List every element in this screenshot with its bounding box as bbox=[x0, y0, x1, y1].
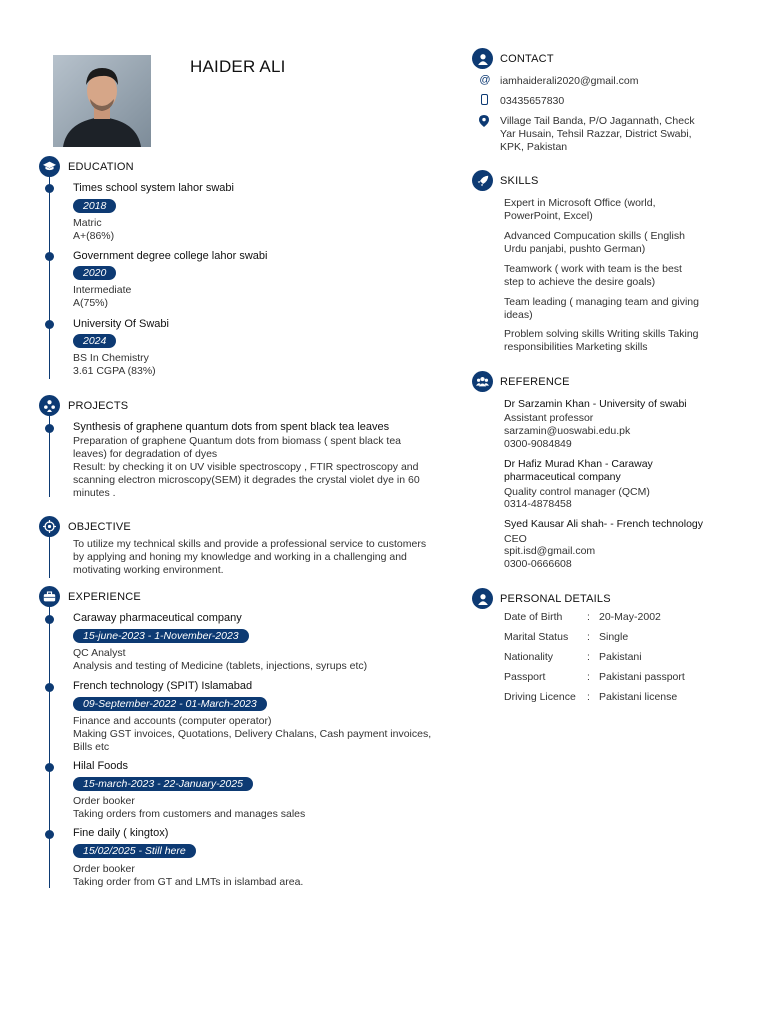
education-year-badge: 2018 bbox=[73, 199, 116, 213]
reference-title: REFERENCE bbox=[500, 376, 570, 388]
skill-item: Expert in Microsoft Office (world, bbox=[504, 197, 656, 209]
phone-icon bbox=[481, 94, 488, 105]
project-detail: minutes . bbox=[73, 487, 116, 499]
education-title: EDUCATION bbox=[68, 161, 134, 173]
timeline-dot bbox=[45, 320, 54, 329]
timeline-dot bbox=[45, 424, 54, 433]
timeline-dot bbox=[45, 615, 54, 624]
personal-value: 20-May-2002 bbox=[599, 611, 661, 623]
personal-label: Nationality bbox=[504, 651, 554, 663]
reference-section-icon bbox=[472, 371, 493, 392]
personal-colon: : bbox=[587, 691, 590, 703]
education-school: University Of Swabi bbox=[73, 318, 169, 330]
reference-phone: 0300-0666608 bbox=[504, 558, 572, 570]
reference-name: pharmaceutical company bbox=[504, 471, 621, 483]
skill-item: responsibilities Marketing skills bbox=[504, 341, 648, 353]
education-school: Government degree college lahor swabi bbox=[73, 250, 268, 262]
education-detail: A+(86%) bbox=[73, 230, 115, 242]
experience-detail: Order booker bbox=[73, 795, 135, 807]
skills-title: SKILLS bbox=[500, 175, 539, 187]
reference-email[interactable]: spit.isd@gmail.com bbox=[504, 545, 596, 557]
reference-detail: Assistant professor bbox=[504, 412, 594, 424]
objective-line: by applying and honing my knowledge and working in a challenging and bbox=[73, 551, 407, 563]
experience-period-badge: 15/02/2025 - Still here bbox=[73, 844, 196, 858]
experience-company: Hilal Foods bbox=[73, 760, 129, 772]
experience-detail: Bills etc bbox=[73, 741, 110, 753]
experience-detail: Taking order from GT and LMTs in islambad area. bbox=[73, 876, 304, 888]
objective-line: motivating working environment. bbox=[73, 564, 224, 576]
experience-detail: Making GST invoices, Quotations, Delivery Chalans, Cash payment invoices, bbox=[73, 728, 432, 740]
profile-photo bbox=[53, 55, 151, 147]
contact-phone: 03435657830 bbox=[500, 95, 565, 107]
reference-detail: Quality control manager (QCM) bbox=[504, 486, 650, 498]
education-detail: BS In Chemistry bbox=[73, 352, 149, 364]
education-detail: Matric bbox=[73, 217, 102, 229]
personal-value: Pakistani bbox=[599, 651, 642, 663]
at-sign-icon: @ bbox=[479, 74, 491, 86]
objective-section-icon bbox=[39, 516, 60, 537]
experience-detail: QC Analyst bbox=[73, 647, 126, 659]
reference-phone: 0314-4878458 bbox=[504, 498, 572, 510]
project-detail: Result: by checking it on UV visible spectroscopy , FTIR spectroscopy and bbox=[73, 461, 419, 473]
target-icon bbox=[43, 520, 56, 533]
project-detail: scanning electron microscopy(SEM) it degrades the crystal violet dye in 60 bbox=[73, 474, 420, 486]
personal-label: Date of Birth bbox=[504, 611, 563, 623]
education-year-badge: 2020 bbox=[73, 266, 116, 280]
personal-section-icon bbox=[472, 588, 493, 609]
timeline-dot bbox=[45, 830, 54, 839]
project-title: Synthesis of graphene quantum dots from spent black tea leaves bbox=[73, 421, 390, 433]
experience-period-badge: 09-September-2022 - 01-March-2023 bbox=[73, 697, 267, 711]
education-year-badge: 2024 bbox=[73, 334, 116, 348]
personal-colon: : bbox=[587, 611, 590, 623]
location-pin-icon bbox=[479, 114, 489, 132]
education-detail: Intermediate bbox=[73, 284, 132, 296]
experience-period-badge: 15-june-2023 - 1-November-2023 bbox=[73, 629, 249, 643]
skill-item: step to achieve the desire goals) bbox=[504, 276, 656, 288]
education-school: Times school system lahor swabi bbox=[73, 182, 234, 194]
experience-detail: Finance and accounts (computer operator) bbox=[73, 715, 272, 727]
skill-item: Team leading ( managing team and giving bbox=[504, 296, 699, 308]
objective-line: To utilize my technical skills and provide a professional service to customers bbox=[73, 538, 427, 550]
skill-item: Urdu panjabi, pushto German) bbox=[504, 243, 646, 255]
personal-title: PERSONAL DETAILS bbox=[500, 593, 611, 605]
graduation-cap-icon bbox=[43, 160, 56, 173]
reference-email[interactable]: sarzamin@uoswabi.edu.pk bbox=[504, 425, 631, 437]
skill-item: Teamwork ( work with team is the best bbox=[504, 263, 682, 275]
project-detail: Preparation of graphene Quantum dots from biomass ( spent black tea bbox=[73, 435, 402, 447]
people-group-icon bbox=[43, 399, 56, 412]
experience-detail: Order booker bbox=[73, 863, 135, 875]
skill-item: PowerPoint, Excel) bbox=[504, 210, 593, 222]
personal-label: Driving Licence bbox=[504, 691, 576, 703]
experience-company: Fine daily ( kingtox) bbox=[73, 827, 169, 839]
reference-name: Dr Sarzamin Khan - University of swabi bbox=[504, 398, 687, 410]
personal-label: Marital Status bbox=[504, 631, 569, 643]
portrait-image bbox=[53, 55, 151, 147]
project-detail: leaves) for degradation of dyes bbox=[73, 448, 218, 460]
projects-title: PROJECTS bbox=[68, 400, 129, 412]
timeline-dot bbox=[45, 252, 54, 261]
skill-item: Problem solving skills Writing skills Taking bbox=[504, 328, 699, 340]
personal-value: Pakistani passport bbox=[599, 671, 685, 683]
reference-detail: CEO bbox=[504, 533, 527, 545]
person-icon bbox=[477, 593, 489, 605]
timeline-dot bbox=[45, 683, 54, 692]
candidate-name: HAIDER ALI bbox=[190, 57, 286, 76]
reference-name: Dr Hafiz Murad Khan - Caraway bbox=[504, 458, 653, 470]
personal-label: Passport bbox=[504, 671, 546, 683]
timeline-line-objective bbox=[49, 536, 50, 578]
experience-detail: Analysis and testing of Medicine (tablets, injections, syrups etc) bbox=[73, 660, 368, 672]
contact-email[interactable]: iamhaiderali2020@gmail.com bbox=[500, 75, 639, 87]
education-detail: A(75%) bbox=[73, 297, 109, 309]
personal-value: Single bbox=[599, 631, 629, 643]
personal-value: Pakistani license bbox=[599, 691, 678, 703]
person-icon bbox=[477, 53, 489, 65]
timeline-line-education bbox=[49, 175, 50, 379]
experience-company: French technology (SPIT) Islamabad bbox=[73, 680, 253, 692]
education-detail: 3.61 CGPA (83%) bbox=[73, 365, 156, 377]
personal-colon: : bbox=[587, 671, 590, 683]
projects-section-icon bbox=[39, 395, 60, 416]
experience-period-badge: 15-march-2023 - 22-January-2025 bbox=[73, 777, 253, 791]
education-section-icon bbox=[39, 156, 60, 177]
experience-company: Caraway pharmaceutical company bbox=[73, 612, 242, 624]
reference-name: Syed Kausar Ali shah- - French technology bbox=[504, 518, 704, 530]
timeline-line-experience bbox=[49, 606, 50, 888]
timeline-dot bbox=[45, 184, 54, 193]
reference-phone: 0300-9084849 bbox=[504, 438, 572, 450]
contact-address: KPK, Pakistan bbox=[500, 141, 568, 153]
rocket-icon bbox=[477, 175, 489, 187]
briefcase-icon bbox=[43, 590, 56, 603]
skill-item: Advanced Compucation skills ( English bbox=[504, 230, 685, 242]
objective-title: OBJECTIVE bbox=[68, 521, 131, 533]
skills-section-icon bbox=[472, 170, 493, 191]
experience-section-icon bbox=[39, 586, 60, 607]
contact-address: Village Tail Banda, P/O Jagannath, Check bbox=[500, 115, 695, 127]
personal-colon: : bbox=[587, 631, 590, 643]
experience-title: EXPERIENCE bbox=[68, 591, 141, 603]
contact-address: Yar Husain, Tehsil Razzar, District Swabi, bbox=[500, 128, 692, 140]
timeline-dot bbox=[45, 763, 54, 772]
contact-section-icon bbox=[472, 48, 493, 69]
personal-colon: : bbox=[587, 651, 590, 663]
experience-detail: Taking orders from customers and manages sales bbox=[73, 808, 306, 820]
skill-item: ideas) bbox=[504, 309, 533, 321]
contact-title: CONTACT bbox=[500, 53, 554, 65]
users-icon bbox=[476, 375, 489, 388]
